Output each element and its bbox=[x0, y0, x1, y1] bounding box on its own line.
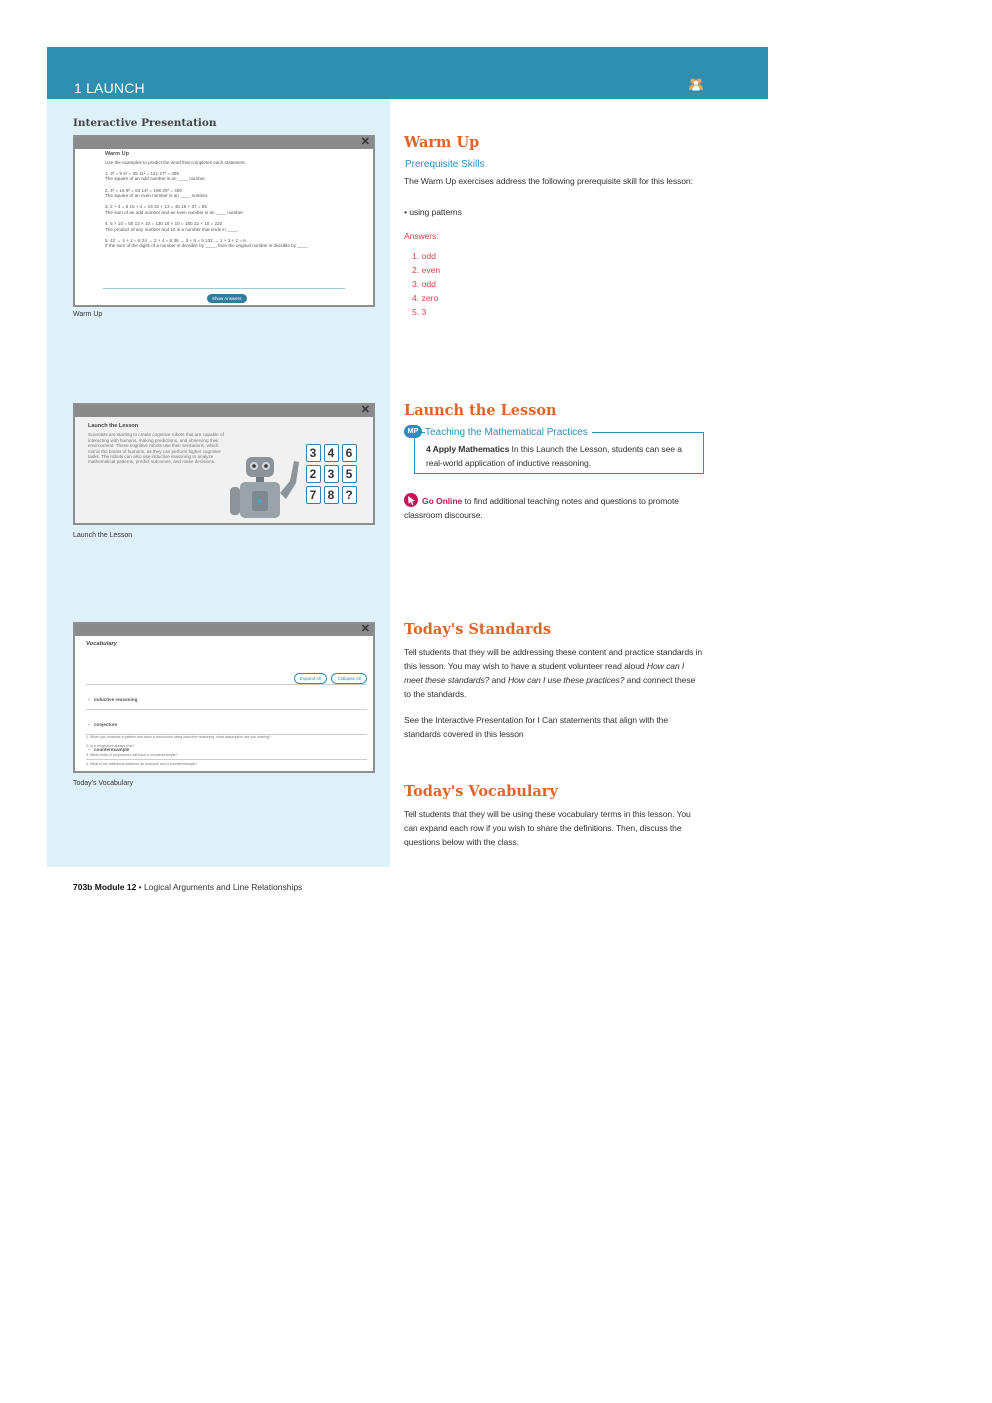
vocab-question: 4. What is the difference between an example and a counterexample? bbox=[86, 762, 198, 766]
vocab-question: 2. Is a conjecture always true? bbox=[86, 744, 135, 748]
section-label: 1 LAUNCH bbox=[74, 80, 145, 96]
launch-caption: Launch the Lesson bbox=[73, 532, 133, 539]
answer-item: 4. zero bbox=[412, 293, 439, 303]
warm-up-item: 5. 42 → 4 + 2 = 6 24 → 2 + 4 = 6 36 → 3 + 6 = 9 132 → 1 + 3 + 2 = 6 bbox=[105, 238, 246, 244]
module-label: Module 12 bbox=[94, 882, 137, 892]
expand-all-button[interactable]: Expand All bbox=[294, 673, 327, 684]
warm-up-title: Warm Up bbox=[404, 134, 480, 151]
mp-heading: Teaching the Mathematical Practices bbox=[425, 427, 592, 438]
vocab-term: conjecture bbox=[93, 722, 118, 727]
warm-up-instruction: Use the examples to predict the word that completes each statement. bbox=[105, 160, 246, 166]
standards-title: Today's Standards bbox=[404, 621, 551, 638]
standards-text: and bbox=[489, 675, 508, 685]
grid-cell: 2 bbox=[306, 465, 321, 483]
answers-list bbox=[412, 249, 440, 319]
window-titlebar bbox=[75, 405, 373, 417]
go-online-description: to find additional teaching notes and questions to promote classroom discourse. bbox=[404, 496, 679, 520]
vocab-term: counterexample bbox=[93, 747, 130, 752]
answer-item: 2. even bbox=[412, 265, 441, 275]
vocabulary-title: Today's Vocabulary bbox=[404, 783, 558, 800]
grid-cell: 8 bbox=[324, 486, 339, 504]
launch-heading: Launch the Lesson bbox=[88, 423, 139, 429]
vocab-question: 3. What kinds of conjectures will have a counterexample? bbox=[86, 753, 178, 757]
mp-practice-name: 4 Apply Mathematics bbox=[426, 444, 510, 454]
vocab-row[interactable] bbox=[86, 709, 367, 734]
collapse-all-button[interactable]: Collapse All bbox=[331, 673, 367, 684]
interactive-presentation-title: Interactive Presentation bbox=[73, 117, 217, 129]
standards-text: and connect these to the standards. bbox=[404, 675, 696, 699]
warm-up-item: The product of any number and 10 is a number that ends in ____. bbox=[105, 226, 239, 232]
grid-cell: 3 bbox=[324, 465, 339, 483]
answer-item: 3. odd bbox=[412, 279, 436, 289]
answer-item: 1. odd bbox=[412, 251, 436, 261]
vocab-row[interactable] bbox=[86, 684, 367, 709]
warm-up-item: The square of an even number is an ____ number. bbox=[105, 193, 209, 199]
chevron-right-icon: › bbox=[88, 697, 90, 702]
window-titlebar bbox=[75, 624, 373, 636]
go-online-text bbox=[404, 494, 704, 522]
warm-up-item: The sum of an odd number and an even number is an ____ number. bbox=[105, 209, 244, 215]
vocabulary-screenshot bbox=[73, 622, 375, 773]
standards-paragraph bbox=[404, 645, 704, 701]
chevron-right-icon: › bbox=[88, 747, 90, 752]
answers-label: Answers: bbox=[404, 231, 439, 241]
warm-up-caption: Warm Up bbox=[73, 311, 103, 318]
grid-cell: 6 bbox=[342, 444, 357, 462]
show-answers-button[interactable]: Show Answers bbox=[207, 294, 247, 303]
warm-up-item: 2. 4² = 16 8² = 64 14² = 196 20² = 400 bbox=[105, 187, 182, 193]
warm-up-item: 3. 2 + 3 = 5 15 + 4 = 19 32 + 13 = 45 18 + 37 = 55 bbox=[105, 204, 207, 210]
chevron-right-icon: › bbox=[88, 722, 90, 727]
mp-badge: MP bbox=[404, 425, 422, 438]
practices-question: How can I use these practices? bbox=[507, 675, 625, 685]
section-header-band bbox=[47, 47, 768, 99]
grid-cell: 4 bbox=[324, 444, 339, 462]
standards-text: Tell students that they will be addressing these content and practice standards in this lesson. You may wish to have a student volunteer read aloud bbox=[404, 647, 703, 671]
answer-item: 5. 3 bbox=[412, 307, 427, 317]
page-footer bbox=[73, 882, 302, 892]
go-online-link[interactable]: Go Online bbox=[422, 496, 463, 506]
close-icon: ✕ bbox=[360, 404, 370, 416]
close-icon: ✕ bbox=[360, 623, 370, 635]
mp-text bbox=[426, 442, 698, 470]
warm-up-text: The Warm Up exercises address the following prerequisite skill for this lesson: bbox=[404, 176, 693, 186]
warm-up-item: 4. 5 × 10 = 50 13 × 10 = 130 18 × 10 = 180 22 × 10 = 220 bbox=[105, 221, 223, 227]
standards-note: See the Interactive Presentation for I Can statements that align with the standards covered in this lesson bbox=[404, 715, 669, 739]
warm-up-screenshot bbox=[73, 135, 375, 307]
divider bbox=[103, 288, 345, 289]
vocabulary-text: Tell students that they will be using these vocabulary terms in this lesson. You can expand each row if you wish to share the definitions. Then, discuss the questions below with the class. bbox=[404, 809, 691, 847]
warm-up-item: 1. 3² = 9 5² = 25 11² = 121 17² = 289 bbox=[105, 170, 179, 176]
skill-bullet: • using patterns bbox=[404, 207, 462, 217]
close-icon: ✕ bbox=[360, 136, 370, 148]
vocabulary-caption: Today's Vocabulary bbox=[73, 780, 134, 787]
launch-text: Scientists are starting to create cognitive robots that are capable of interacting with humans, making predictions, and observing their environment. These cognitive robots use their sensations, which mimic the brains of humans, as they can perform higher cognitive tasks. The robots can also use inductive reasoning to analyze mathematical patterns, predict outcomes, and make decisions. bbox=[88, 432, 224, 465]
people-group-icon bbox=[688, 77, 704, 91]
footer-separator: • bbox=[136, 882, 145, 892]
warm-up-item: If the sum of the digits of a number is divisible by ____, then the original number is divisible by ____. bbox=[105, 243, 309, 249]
module-title: Logical Arguments and Line Relationships bbox=[144, 882, 303, 892]
vocab-term: inductive reasoning bbox=[93, 697, 138, 702]
standards-question: How can I meet these standards? bbox=[404, 661, 685, 685]
prerequisite-skills-heading: Prerequisite Skills bbox=[405, 159, 485, 170]
mp-description: In this Launch the Lesson, students can see a real-world application of inductive reasoning. bbox=[426, 444, 682, 468]
number-grid bbox=[304, 442, 359, 505]
warm-up-item: The square of an odd number is an ____ number. bbox=[105, 176, 206, 182]
launch-lesson-screenshot bbox=[73, 403, 375, 525]
grid-cell: ? bbox=[342, 486, 357, 504]
vocabulary-heading: Vocabulary bbox=[86, 641, 118, 647]
robot-illustration bbox=[228, 453, 306, 525]
launch-lesson-title: Launch the Lesson bbox=[404, 402, 557, 419]
page-number: 703b bbox=[73, 882, 93, 892]
warm-up-heading: Warm Up bbox=[105, 151, 129, 157]
grid-cell: 5 bbox=[342, 465, 357, 483]
grid-cell: 7 bbox=[306, 486, 321, 504]
vocab-question: 1. When you examine a pattern and draw a conclusion using inductive reasoning, what assumption are you making? bbox=[86, 735, 271, 739]
window-titlebar bbox=[75, 137, 373, 149]
grid-cell: 3 bbox=[306, 444, 321, 462]
